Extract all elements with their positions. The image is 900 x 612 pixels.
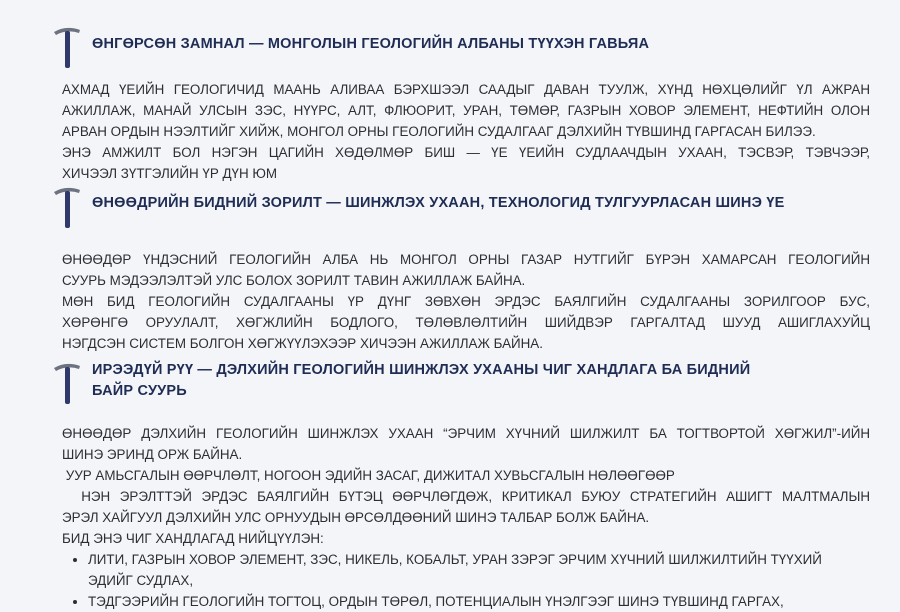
paragraph-line: АХМАД ҮЕИЙН ГЕОЛОГИЧИД МААНЬ АЛИВАА БЭРХШЭЭЛ СААДЫГ ДАВАН ТУУЛЖ, ХҮНД НӨХЦӨЛИЙГ ҮЛ АЖРАН [62,82,870,97]
bullet-line: • ЛИТИ, ГАЗРЫН ХОВОР ЭЛЕМЕНТ, ЗЭС, НИКЕЛЬ, КОБАЛЬТ, УРАН ЗЭРЭГ ЭРЧИМ ХҮЧНИЙ ШИЛЖИЛТИЙН ТҮҮХИЙ [88,552,822,567]
section-1-paragraph [62,79,870,184]
paragraph-line: СУУРЬ МЭДЭЭЛЭЛТЭЙ УЛС БОЛОХ ЗОРИЛТ ТАВИН АЖИЛЛАЖ БАЙНА. [62,273,526,288]
list-item [88,549,896,591]
bullet-line: • ТЭДГЭЭРИЙН ГЕОЛОГИЙН ТОГТОЦ, ОРДЫН ТӨРӨЛ, ПОТЕНЦИАЛЫН ҮНЭЛГЭЭГ ШИНЭ ТҮВШИНД ГАРГАХ, [88,594,784,609]
paragraph-line: НЭН ЭРЭЛТТЭЙ ЭРДЭС БАЯЛГИЙН БҮТЭЦ ӨӨРЧЛӨГДӨЖ, КРИТИКАЛ БУЮУ СТРАТЕГИЙН АШИГТ МАЛТМАЛЫН [62,489,870,504]
paragraph-line: МӨН БИД ГЕОЛОГИЙН СУДАЛГААНЫ ҮР ДҮНГ ЗӨВХӨН ЭРДЭС БАЯЛГИЙН СУДАЛГААНЫ ЗОРИЛГООР БУС, [62,294,870,309]
paragraph-line: БИД ЭНЭ ЧИГ ХАНДЛАГАД НИЙЦҮҮЛЭН: [62,531,324,546]
paragraph-line: УУР АМЬСГАЛЫН ӨӨРЧЛӨЛТ, НОГООН ЭДИЙН ЗАСАГ, ДИЖИТАЛ ХУВЬСГАЛЫН НӨЛӨӨГӨӨР [62,468,675,483]
bullet-line: ЭДИЙГ СУДЛАХ, [88,573,194,588]
section-1-title: ӨНГӨРСӨН ЗАМНАЛ — МОНГОЛЫН ГЕОЛОГИЙН АЛБАНЫ ТҮҮХЭН ГАВЬЯА [92,36,650,52]
paragraph-line: ЭРЭЛ ХАЙГУУЛ ДЭЛХИЙН УЛС ОРНУУДЫН ӨРСӨЛДӨӨНИЙ ШИНЭ ТАЛБАР БОЛЖ БАЙНА. [62,510,650,525]
paragraph-line: НЭГДСЭН СИСТЕМ БОЛГОН ХӨГЖҮҮЛЭХЭЭР ХИЧЭЭН АЖИЛЛАЖ БАЙНА. [62,336,543,351]
section-1-heading [50,24,649,72]
heading-line: БАЙР СУУРЬ [92,383,187,399]
list-item [88,591,896,612]
paragraph-line: ШИНЭ ЭРИНД ОРЖ БАЙНА. [62,447,243,462]
paragraph-line: ХИЧЭЭЛ ЗҮТГЭЛИЙН ҮР ДҮН ЮМ [62,166,278,181]
section-3-paragraph [62,423,870,549]
paragraph-line: АРВАН ОРДЫН НЭЭЛТИЙГ ХИЙЖ, МОНГОЛ ОРНЫ ГЕОЛОГИЙН СУДАЛГААГ ДЭЛХИЙН ТҮВШИНД ГАРГАСАН БИЛЭЭ. [62,124,816,139]
section-3-heading [50,360,750,408]
section-2-paragraph [62,249,870,354]
section-3-title [92,360,750,402]
paragraph-line: ӨНӨӨДӨР ҮНДЭСНИЙ ГЕОЛОГИЙН АЛБА НЬ МОНГОЛ ОРНЫ ГАЗАР НУТГИЙГ БҮРЭН ХАМАРСАН ГЕОЛОГИЙН [62,252,870,267]
section-3-bullet-list [62,549,896,612]
section-2-heading [50,184,784,232]
paragraph-line: ХӨРӨНГӨ ОРУУЛАЛТ, ХӨГЖЛИЙН БОДЛОГО, ТӨЛӨВЛӨЛТИЙН ШИЙДВЭР ГАРГАЛТАД ШУУД АШИГЛАХУЙЦ [62,315,870,330]
paragraph-line: ЭНЭ АМЖИЛТ БОЛ НЭГЭН ЦАГИЙН ХӨДӨЛМӨР БИШ — ҮЕ ҮЕИЙН СУДЛААЧДЫН УХААН, ТЭСВЭР, ТЭВЧЭЭР, [62,145,870,160]
paragraph-line: ӨНӨӨДӨР ДЭЛХИЙН ГЕОЛОГИЙН ШИНЖЛЭХ УХААН “ЭРЧИМ ХҮЧНИЙ ШИЛЖИЛТ БА ТОГТВОРТОЙ ХӨГЖИЛ”-ИЙН [62,426,870,441]
geologist-hammer-icon [50,184,84,232]
heading-line: ИРЭЭДҮЙ РҮҮ — ДЭЛХИЙН ГЕОЛОГИЙН ШИНЖЛЭХ УХААНЫ ЧИГ ХАНДЛАГА БА БИДНИЙ [92,362,751,378]
section-2-title: ӨНӨӨДРИЙН БИДНИЙ ЗОРИЛТ — ШИНЖЛЭХ УХААН, ТЕХНОЛОГИД ТУЛГУУРЛАСАН ШИНЭ ҮЕ [92,195,785,211]
geologist-hammer-icon [50,360,84,408]
geologist-hammer-icon [50,24,84,72]
paragraph-line: АЖИЛЛАЖ, МАНАЙ УЛСЫН ЗЭС, НҮҮРС, АЛТ, ФЛЮОРИТ, УРАН, ТӨМӨР, ГАЗРЫН ХОВОР ЭЛЕМЕНТ, НЕФТИЙН ОЛОН [62,103,870,118]
